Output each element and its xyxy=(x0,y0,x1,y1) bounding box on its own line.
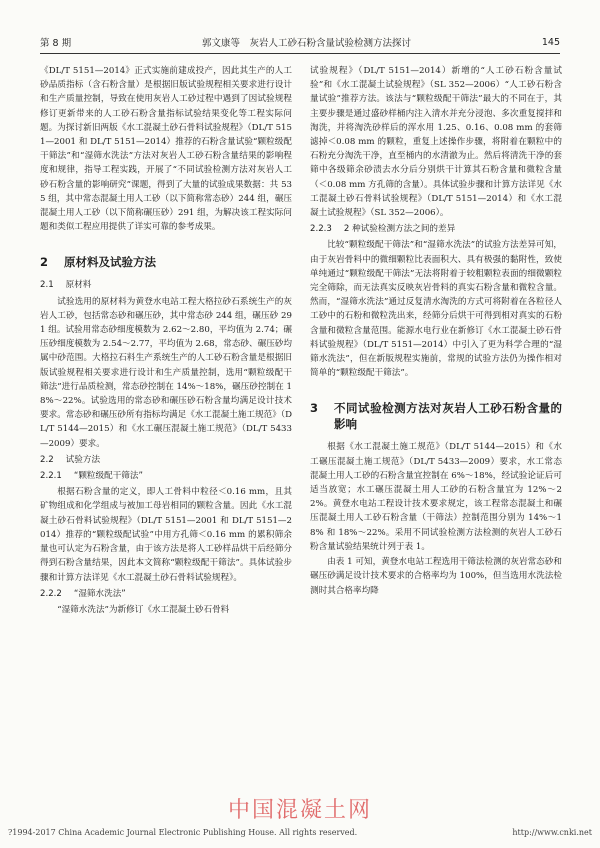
paragraph-table-discussion: 由表 1 可知，黄登水电站工程选用干筛法检测的灰岩常态砂和碾压砂满足设计技术要求的合格率均为 100%，但当选用水洗法检测时其合格率均降 xyxy=(310,557,562,596)
subsection-heading-2-2-1 xyxy=(40,469,292,483)
subsection-heading-2-2-2 xyxy=(40,587,292,601)
paragraph-wet-sieve-start: “湿筛水洗法”为新修订《水工混凝土砂石骨料 xyxy=(57,604,230,615)
subsection-heading-2-2 xyxy=(40,453,292,467)
header-rule xyxy=(40,53,560,54)
section-number: 3 xyxy=(310,401,319,416)
subsection-title: “湿筛水洗法” xyxy=(73,588,126,599)
subsection-title: 2 种试验检测方法之间的差异 xyxy=(343,224,456,235)
page-number: 145 xyxy=(541,36,560,48)
paragraph-wet-sieve-continued: 试验规程》（DL/T 5151—2014）新增的“人工砂石粉含量试验”和《水工混凝土试验规程》（SL 352—2006）“人工砂石粉含量试验”推荐方法。该法与“颗粒级配干筛法”最大的不同在于，其主要步骤是通过盛砂样桶内注入清水并充分浸泡、多次重复搅拌和淘洗，并将淘洗砂样后的浑水用 1.25、0.16、0.08 mm 的套筛滤掉＜0.08 mm 的颗粒，重复上述操作步骤，将附着在颗粒中的石粉充分淘洗干净，直至桶内的水清澈为止。然后将清洗干净的套筛中各级筛余砂渍去水分后分别烘干计算其石粉含量和微粒含量（＜0.08 mm 方孔筛的含量）。具体试验步骤和计算方法详见《水工混凝土砂石骨料试验规程》（DL/T 5151—2014）和《水工混凝土试验规程》（SL 352—2006）。 xyxy=(310,66,562,219)
intro-paragraph: 《DL/T 5151—2014》正式实施前建成投产，因此其生产的人工砂品质指标（含石粉含量）是根据旧版试验规程相关要求进行设计和生产质量控制，导致在使用灰岩人工砂过程中遇到了因试验规程修订更新带来的人工砂石粉含量指标试验结果变化等工程实际问题。为探讨新旧两版《水工混凝土砂石骨料试验规程》（DL/T 5151—2001 和 DL/T 5151—2014）推荐的石粉含量试验“颗粒级配干筛法”和“湿筛水洗法”方法对灰岩人工砂石粉含量结果的影响程度和规律，指导工程实践，开展了“不同试验检测方法对灰岩人工砂石粉含量的影响研究”课题，得到了大量的试验成果数据：共 535 组，其中常态混凝土用人工砂（以下简称常态砂）244 组，碾压混凝土用人工砂（以下简称碾压砂）291 组，为解决该工程实际问题和类似工程应用提供了详实可靠的参考成果。 xyxy=(40,66,292,233)
section-title: 原材料及试验方法 xyxy=(64,255,156,270)
page-footer xyxy=(8,828,592,837)
section-heading-2 xyxy=(40,254,292,270)
running-title: 郭文康等 灰岩人工砂石粉含量试验检测方法探讨 xyxy=(201,38,411,49)
subsection-heading-2-1 xyxy=(40,278,292,292)
subsection-number: 2.2 xyxy=(40,454,54,465)
subsection-number: 2.2.3 xyxy=(310,224,332,235)
subsection-number: 2.2.1 xyxy=(40,471,62,482)
right-column xyxy=(310,64,562,599)
subsection-title: 试验方法 xyxy=(65,454,101,465)
subsection-number: 2.1 xyxy=(40,280,54,291)
section-title: 不同试验检测方法对灰岩人工砂石粉含量的影响 xyxy=(334,401,562,432)
copyright-notice: ?1994-2017 China Academic Journal Electronic Publishing House. All rights reserved. xyxy=(8,828,358,837)
paragraph-dry-sieve: 根据石粉含量的定义，即人工骨料中粒径＜0.16 mm，且其矿物组成和化学组成与被加工母岩相同的颗粒含量。因此《水工混凝土砂石骨料试验规程》（DL/T 5151—2001 和 DL/T 5151—2014）推荐的“颗粒级配试验”中用方孔筛＜0.16 mm 的累积筛余量也可认定为石粉含量，由于该方法是将人工砂样品烘干后经筛分得到石粉含量结果，因此本文简称“颗粒级配干筛法”。具体试验步骤和计算方法详见《水工混凝土砂石骨料试验规程》。 xyxy=(40,487,292,583)
paragraph-method-differences: 比较“颗粒级配干筛法”和“湿筛水洗法”的试验方法差异可知，由于灰岩骨料中的微细颗粒比表面积大、具有极强的黏附性，致使单纯通过“颗粒级配干筛法”无法将附着于较粗颗粒表面的细微颗粒完全筛除，而无法真实反映灰岩骨料的真实石粉含量和微粒含量。然而，“湿筛水洗法”通过反复清水淘洗的方式可将附着在各粒径人工砂中的石粉和微粒洗出来，经筛分后烘干可得到相对真实的石粉含量和微粒含量范围。能源水电行业在新修订《水工混凝土砂石骨料试验规程》（DL/T 5151—2014）中引入了更为科学合理的“湿筛水洗法”，但在新版规程实施前，常规的试验方法仍为操作相对简单的“颗粒级配干筛法”。 xyxy=(310,240,562,379)
section-heading-3 xyxy=(310,400,562,432)
subsection-title: “颗粒级配干筛法” xyxy=(73,471,143,482)
left-column xyxy=(40,64,292,618)
paragraph-spec-requirements: 根据《水工混凝土施工规范》（DL/T 5144—2015）和《水工碾压混凝土施工规范》（DL/T 5433—2009）要求，水工常态混凝土用人工砂的石粉含量宜控制在 6%～18%，经试验论证后可适当放宽；水工碾压混凝土用人工砂的石粉含量宜为 12%～22%。黄登水电站工程设计技术要求规定，该工程常态混凝土和碾压混凝土用人工砂石粉含量（干筛法）控制范围分别为 14%～18% 和 18%～22%。采用不同试验检测方法检测的灰岩人工砂石粉含量试验结果统计列于表 1。 xyxy=(310,442,562,552)
page-header xyxy=(40,34,560,50)
paragraph-materials: 试验选用的原材料为黄登水电站工程大格拉砂石系统生产的灰岩人工砂，包括常态砂和碾压砂，其中常态砂 244 组，碾压砂 291 组。试验用常态砂细度模数为 2.62～2.80，平均值为 2.74；碾压砂细度模数为 2.54～2.77，平均值为 2.68，常态砂、碾压砂均属中砂范围。大格拉石料生产系统生产的人工砂石粉含量是根据旧版试验规程相关要求进行设计和生产质量控制，选用“颗粒级配干筛法”进行品质检测，常态砂控制在 14%～18%，碾压砂控制在 18%～22%。试验选用的常态砂和碾压砂石粉含量均满足设计技术要求。常态砂和碾压砂所有指标均满足《水工混凝土施工规范》（DL/T 5144—2015）和《水工碾压混凝土施工规范》（DL/T 5433—2009）要求。 xyxy=(40,296,292,449)
footer-url[interactable]: http://www.cnki.net xyxy=(512,828,592,837)
subsection-number: 2.2.2 xyxy=(40,588,62,599)
subsection-title: 原材料 xyxy=(65,280,92,291)
section-number: 2 xyxy=(40,255,49,270)
issue-number: 第 8 期 xyxy=(40,38,72,49)
subsection-heading-2-2-3 xyxy=(310,222,562,236)
site-watermark: 中国混凝土网 xyxy=(227,798,372,823)
